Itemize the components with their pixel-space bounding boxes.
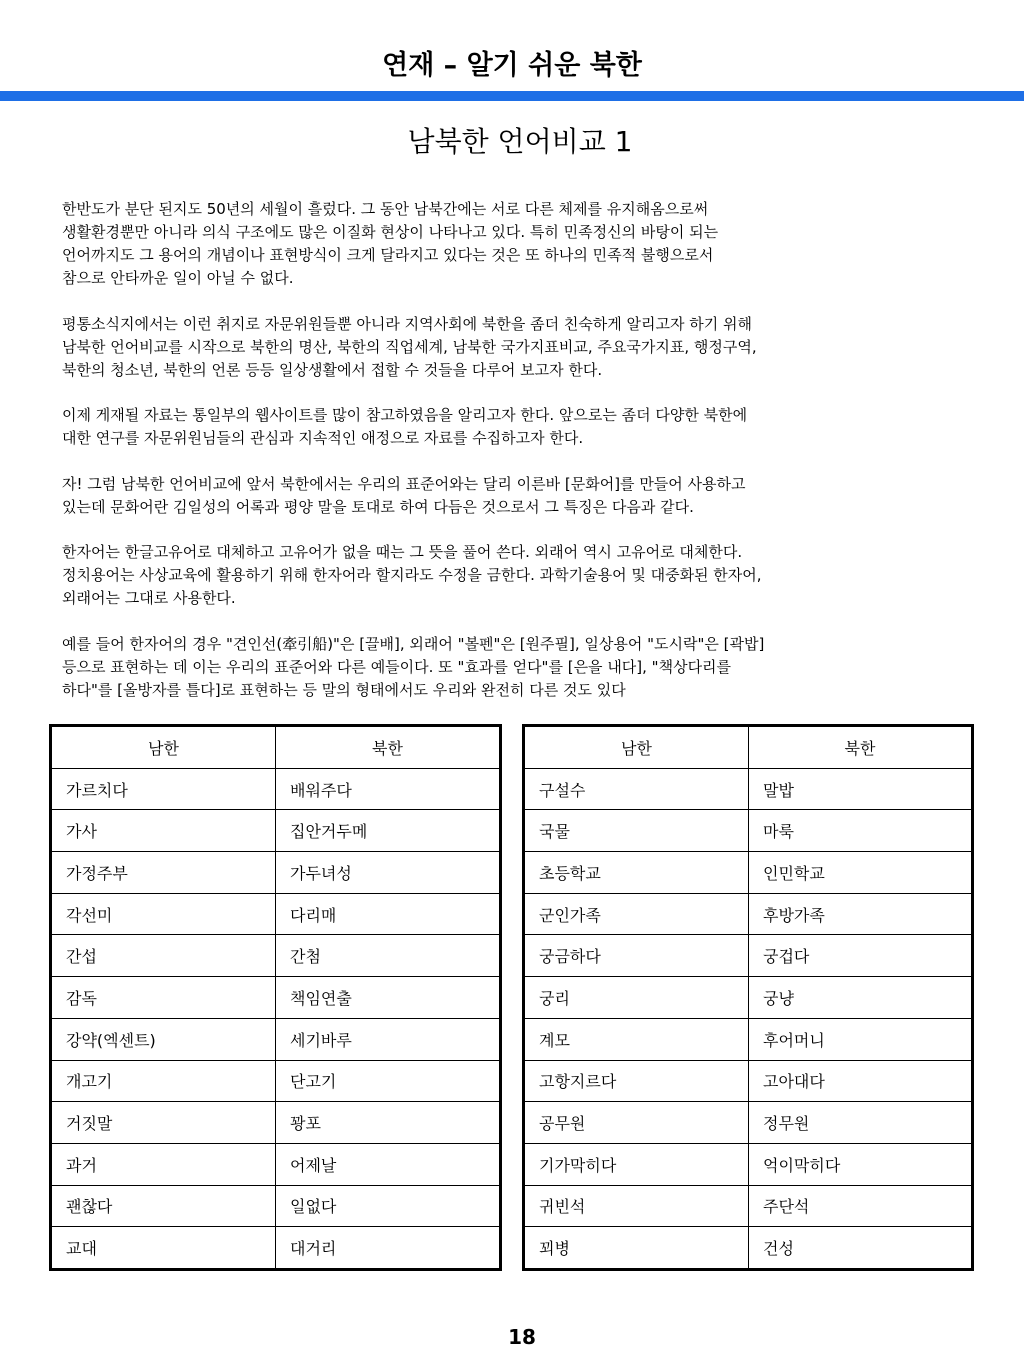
text-line: 한반도가 분단 된지도 50년의 세월이 흘렀다. 그 동안 남북간에는 서로 다른 체제를 유지해옴으로써 — [62, 200, 709, 218]
text-line: 대한 연구를 자문위원님들의 관심과 지속적인 애정으로 자료를 수집하고자 한다. — [62, 429, 584, 447]
table-header-row — [51, 726, 501, 769]
table-row — [51, 893, 501, 935]
text-line: 평통소식지에서는 이런 취지로 자문위원들뿐 아니라 지역사회에 북한을 좀더 친숙하게 알리고자 하기 위해 — [62, 314, 753, 333]
north-term-cell: 마룩 — [749, 810, 973, 852]
south-term-cell: 과거 — [51, 1143, 276, 1185]
north-term-cell: 간첨 — [276, 935, 501, 977]
paragraph-3 — [62, 404, 977, 450]
table-row — [51, 1018, 501, 1060]
text-line: 한자어는 한글고유어로 대체하고 고유어가 없을 때는 그 뜻을 풀어 쓴다. 외래어 역시 고유어로 대체한다. — [62, 543, 743, 561]
north-term-cell: 세기바루 — [276, 1018, 501, 1060]
north-term-cell: 배워주다 — [276, 768, 501, 810]
text-line: 생활환경뿐만 아니라 의식 구조에도 많은 이질화 현상이 나타나고 있다. 특히 민족정신의 바탕이 되는 — [62, 223, 719, 241]
south-term-cell: 국물 — [524, 810, 749, 852]
south-term-cell: 개고기 — [51, 1060, 276, 1102]
table-row — [51, 1185, 501, 1227]
north-term-cell: 고아대다 — [749, 1060, 973, 1102]
table-row — [524, 893, 973, 935]
south-term-cell: 구설수 — [524, 768, 749, 810]
south-term-cell: 궁금하다 — [524, 935, 749, 977]
table-row — [524, 768, 973, 810]
table-row — [524, 1227, 973, 1270]
table-row — [524, 977, 973, 1019]
table-row — [524, 935, 973, 977]
table-row — [524, 1185, 973, 1227]
south-term-cell: 꾀병 — [524, 1227, 749, 1270]
table-row — [51, 852, 501, 894]
north-term-cell: 후방가족 — [749, 893, 973, 935]
south-term-cell: 군인가족 — [524, 893, 749, 935]
column-header-south: 남한 — [51, 726, 276, 769]
table-row — [51, 1102, 501, 1144]
text-line: 남북한 언어비교를 시작으로 북한의 명산, 북한의 직업세계, 남북한 국가지표비교, 주요국가지표, 행정구역, — [62, 337, 757, 356]
south-term-cell: 귀빈석 — [524, 1185, 749, 1227]
paragraph-5 — [62, 541, 977, 610]
north-term-cell: 꽝포 — [276, 1102, 501, 1144]
table-row — [524, 1143, 973, 1185]
north-term-cell: 주단석 — [749, 1185, 973, 1227]
north-term-cell: 건성 — [749, 1227, 973, 1270]
north-term-cell: 다리매 — [276, 893, 501, 935]
south-term-cell: 공무원 — [524, 1102, 749, 1144]
table-row — [51, 977, 501, 1019]
south-term-cell: 계모 — [524, 1018, 749, 1060]
south-term-cell: 교대 — [51, 1227, 276, 1270]
table-row — [51, 935, 501, 977]
south-term-cell: 거짓말 — [51, 1102, 276, 1144]
text-line: 예를 들어 한자어의 경우 "견인선(牽引船)"은 [끌배], 외래어 "볼펜"은 [원주필], 일상용어 "도시락"은 [곽밥] — [62, 634, 765, 653]
south-term-cell: 가사 — [51, 810, 276, 852]
north-term-cell: 가두녀성 — [276, 852, 501, 894]
paragraph-6 — [62, 633, 977, 702]
column-header-north: 북한 — [749, 726, 973, 769]
table-row — [524, 852, 973, 894]
north-term-cell: 후어머니 — [749, 1018, 973, 1060]
north-term-cell: 단고기 — [276, 1060, 501, 1102]
header-rule — [0, 91, 1024, 101]
north-term-cell: 말밥 — [749, 768, 973, 810]
series-title: 연재 – 알기 쉬운 북한 — [382, 50, 642, 81]
text-line: 북한의 청소년, 북한의 언론 등등 일상생활에서 접할 수 것들을 다루어 보고자 한다. — [62, 360, 603, 379]
paragraph-4 — [62, 473, 977, 519]
table-row — [524, 1018, 973, 1060]
table-row — [524, 1060, 973, 1102]
text-line: 있는데 문화어란 김일성의 어록과 평양 말을 토대로 하여 다듬은 것으로서 그 특징은 다음과 같다. — [62, 497, 694, 516]
table-header-row — [524, 726, 973, 769]
text-line: 등으로 표현하는 데 이는 우리의 표준어와 다른 예들이다. 또 "효과를 얻다"를 [은을 내다], "책상다리를 — [62, 657, 732, 676]
north-term-cell: 궁겁다 — [749, 935, 973, 977]
column-header-north: 북한 — [276, 726, 501, 769]
south-term-cell: 괜찮다 — [51, 1185, 276, 1227]
vocab-table-right — [522, 724, 974, 1271]
north-term-cell: 대거리 — [276, 1227, 501, 1270]
table-row — [51, 810, 501, 852]
text-line: 참으로 안타까운 일이 아닐 수 없다. — [62, 269, 294, 287]
north-term-cell: 일없다 — [276, 1185, 501, 1227]
north-term-cell: 책임연출 — [276, 977, 501, 1019]
south-term-cell: 강약(엑센트) — [51, 1018, 276, 1060]
south-term-cell: 고항지르다 — [524, 1060, 749, 1102]
paragraph-1 — [62, 198, 977, 290]
south-term-cell: 가르치다 — [51, 768, 276, 810]
text-line: 언어까지도 그 용어의 개념이나 표현방식이 크게 달라지고 있다는 것은 또 하나의 민족적 불행으로서 — [62, 246, 714, 264]
text-line: 이제 게재될 자료는 통일부의 웹사이트를 많이 참고하였음을 알리고자 한다. 앞으로는 좀더 다양한 북한에 — [62, 406, 748, 424]
north-term-cell: 억이막히다 — [749, 1143, 973, 1185]
table-row — [524, 810, 973, 852]
north-term-cell: 궁냥 — [749, 977, 973, 1019]
table-row — [524, 1102, 973, 1144]
page-title: 남북한 언어비교 1 — [407, 125, 633, 158]
table-row — [51, 768, 501, 810]
text-line: 자! 그럼 남북한 언어비교에 앞서 북한에서는 우리의 표준어와는 달리 이른바 [문화어]를 만들어 사용하고 — [62, 474, 746, 493]
south-term-cell: 궁리 — [524, 977, 749, 1019]
text-line: 외래어는 그대로 사용한다. — [62, 589, 236, 607]
text-line: 하다"를 [올방자를 틀다]로 표현하는 등 말의 형태에서도 우리와 완전히 다른 것도 있다 — [62, 680, 626, 699]
table-row — [51, 1143, 501, 1185]
north-term-cell: 인민학교 — [749, 852, 973, 894]
north-term-cell: 집안거두메 — [276, 810, 501, 852]
table-row — [51, 1060, 501, 1102]
column-header-south: 남한 — [524, 726, 749, 769]
table-row — [51, 1227, 501, 1270]
south-term-cell: 가정주부 — [51, 852, 276, 894]
south-term-cell: 기가막히다 — [524, 1143, 749, 1185]
text-line: 정치용어는 사상교육에 활용하기 위해 한자어라 할지라도 수정을 금한다. 과학기술용어 및 대중화된 한자어, — [62, 566, 762, 584]
south-term-cell: 각선미 — [51, 893, 276, 935]
vocab-table-left — [49, 724, 502, 1271]
north-term-cell: 정무원 — [749, 1102, 973, 1144]
paragraph-2 — [62, 313, 977, 382]
north-term-cell: 어제날 — [276, 1143, 501, 1185]
south-term-cell: 초등학교 — [524, 852, 749, 894]
south-term-cell: 간섭 — [51, 935, 276, 977]
page-number: 18 — [508, 1325, 536, 1349]
article-body — [62, 198, 977, 724]
south-term-cell: 감독 — [51, 977, 276, 1019]
